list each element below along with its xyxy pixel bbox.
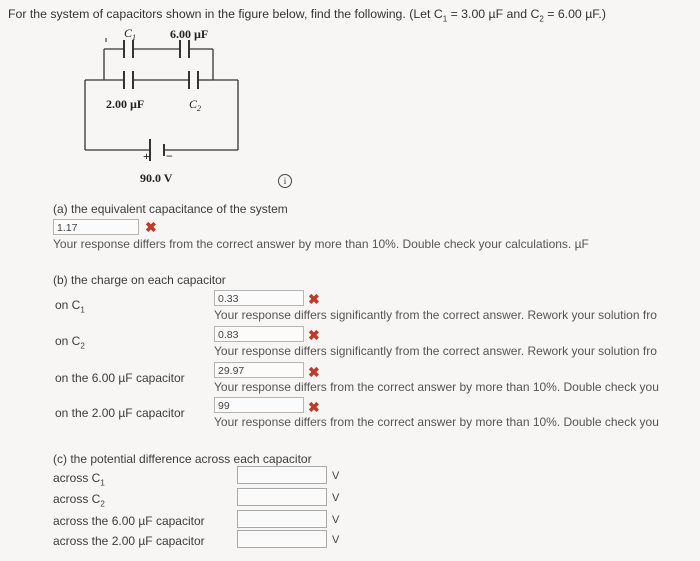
battery-plus: + xyxy=(143,149,150,163)
part-b-2uF-feedback: Your response differs from the correct answer by more than 10%. Double check you xyxy=(214,415,659,429)
problem-statement: For the system of capacitors shown in the figure below, find the following. (Let $C_1 = 3.00$ µF and $C_2 = 6.00$ µF.) xyxy=(8,7,606,24)
wrong-icon: ✖ xyxy=(308,364,320,380)
battery-voltage-label: 90.0 V xyxy=(140,171,173,185)
part-b-label-c2: on $C_2$ xyxy=(55,334,85,351)
part-b-2uF-answer-input[interactable]: 99 xyxy=(214,397,304,413)
unit-label: V xyxy=(332,534,340,546)
part-c-question: (c) the potential difference across each capacitor xyxy=(53,452,312,466)
part-c-label-2uF: across the 2.00 µF capacitor xyxy=(53,534,205,548)
unit-label: V xyxy=(332,514,340,526)
part-b-c2-answer-input[interactable]: 0.83 xyxy=(214,326,304,342)
wrong-icon: ✖ xyxy=(308,291,320,307)
part-b-label-2uF: on the 2.00 µF capacitor xyxy=(55,406,185,420)
part-b-label-6uF: on the 6.00 µF capacitor xyxy=(55,371,185,385)
part-c-2uF-input[interactable] xyxy=(237,530,327,548)
part-b-c1-answer-input[interactable]: 0.33 xyxy=(214,290,304,306)
circuit-diagram xyxy=(0,0,700,200)
part-a-question: (a) the equivalent capacitance of the system xyxy=(53,202,288,216)
c2-label: $C_2$ xyxy=(189,97,202,113)
wrong-icon: ✖ xyxy=(308,327,320,343)
part-b-c2-feedback: Your response differs significantly from the correct answer. Rework your solution fro xyxy=(214,344,657,358)
unit-label: V xyxy=(332,492,340,504)
part-c-label-c1: across $C_1$ xyxy=(53,471,105,488)
part-c-c1-input[interactable] xyxy=(237,466,327,484)
unit-label: V xyxy=(332,470,340,482)
c2uF-label: 2.00 µF xyxy=(106,97,145,111)
c6uF-label: 6.00 µF xyxy=(170,27,209,41)
part-c-6uF-input[interactable] xyxy=(237,510,327,528)
info-icon[interactable]: i xyxy=(278,174,292,188)
part-b-question: (b) the charge on each capacitor xyxy=(53,273,226,287)
part-b-6uF-answer-input[interactable]: 29.97 xyxy=(214,362,304,378)
part-b-c1-feedback: Your response differs significantly from the correct answer. Rework your solution fro xyxy=(214,308,657,322)
part-a-answer-input[interactable]: 1.17 xyxy=(53,219,139,235)
part-b-label-c1: on $C_1$ xyxy=(55,298,85,315)
wrong-icon: ✖ xyxy=(145,219,157,235)
part-c-label-c2: across $C_2$ xyxy=(53,492,105,509)
part-c-label-6uF: across the 6.00 µF capacitor xyxy=(53,514,205,528)
part-b-6uF-feedback: Your response differs from the correct answer by more than 10%. Double check you xyxy=(214,380,659,394)
c1-label: $C_1$ xyxy=(124,26,137,42)
battery-minus: − xyxy=(166,149,173,163)
wrong-icon: ✖ xyxy=(308,399,320,415)
part-a-feedback: Your response differs from the correct answer by more than 10%. Double check your calculations. µF xyxy=(53,237,589,251)
part-c-c2-input[interactable] xyxy=(237,488,327,506)
